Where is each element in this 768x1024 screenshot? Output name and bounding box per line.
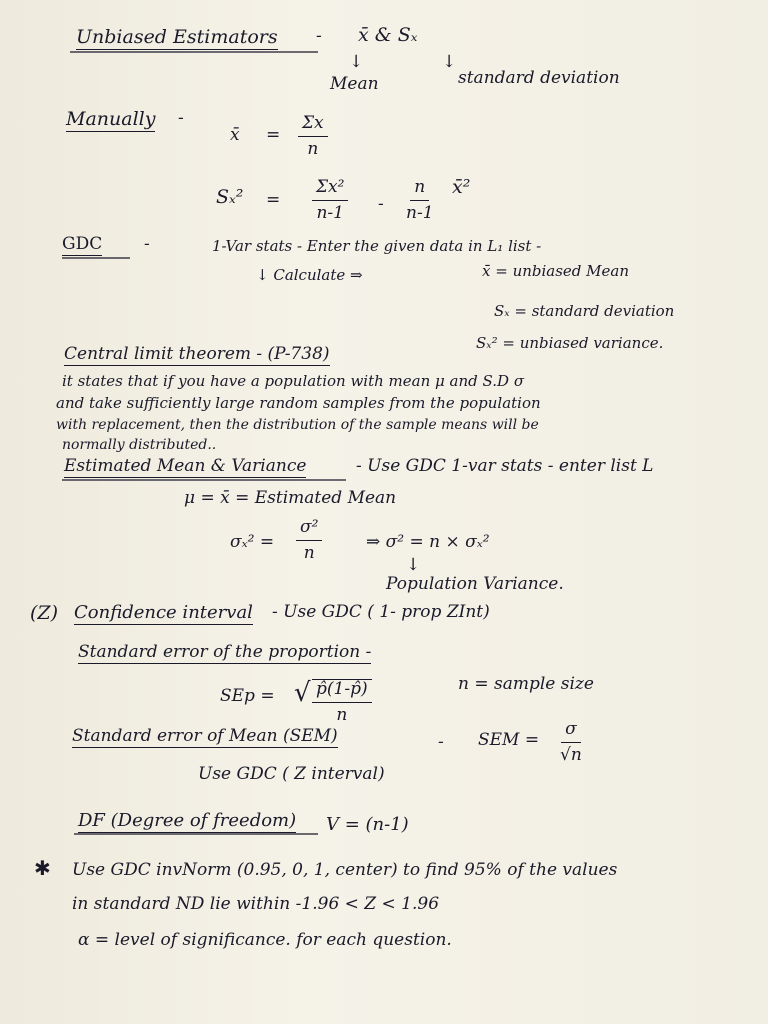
heading-symbols: x̄ & Sₓ	[358, 24, 418, 46]
estimated-title: Estimated Mean & Variance	[64, 456, 307, 476]
star-icon: ✱	[34, 856, 51, 880]
manually-dash: -	[178, 108, 184, 128]
equals: =	[266, 190, 281, 210]
sigma-denominator: n	[303, 542, 315, 563]
clt-line4: normally distributed..	[62, 437, 217, 453]
sep-lhs: SEp =	[220, 686, 275, 706]
arrow-down-icon: ↓	[349, 52, 364, 72]
ci-prefix: (Z)	[30, 602, 59, 624]
sep-title: Standard error of the proportion -	[78, 642, 372, 662]
mean-lhs: x̄	[230, 125, 240, 145]
equals: =	[266, 125, 281, 145]
mean-label: Mean	[330, 74, 379, 94]
variance-numerator: Σx²	[312, 178, 348, 201]
ci-title: Confidence interval	[74, 602, 253, 623]
ci-rest: - Use GDC ( 1- prop ZInt)	[272, 602, 490, 622]
variance-lhs: Sₓ²	[216, 186, 244, 208]
population-variance-label: Population Variance.	[386, 574, 564, 594]
n-denominator: n-1	[406, 202, 434, 223]
arrow-down-icon: ↓	[406, 555, 421, 575]
clt-title: Central limit theorem - (P-738)	[64, 344, 330, 364]
sep-denominator: n	[336, 704, 348, 725]
gdc-line2: ↓ Calculate ⇒	[256, 266, 363, 284]
gdc-dash: -	[144, 234, 150, 254]
gdc-result-mean: x̄ = unbiased Mean	[482, 262, 630, 280]
sem-denominator: √n	[560, 744, 582, 765]
sem-title: Standard error of Mean (SEM)	[72, 726, 338, 746]
sem-gdc: Use GDC ( Z interval)	[198, 764, 385, 784]
sem-lhs: SEM =	[478, 730, 540, 750]
sep-numerator: p̂(1-p̂)	[312, 680, 372, 703]
df-title: DF (Degree of freedom)	[78, 810, 297, 831]
estimated-rest: - Use GDC 1-var stats - enter list L	[356, 456, 654, 476]
clt-line1: it states that if you have a population with mean μ and S.D σ	[62, 372, 525, 390]
df-rest: V = (n-1)	[326, 814, 409, 835]
minus: -	[378, 194, 384, 214]
sqrt-icon: √	[294, 678, 311, 708]
arrow-down-icon: ↓	[442, 52, 457, 72]
n-numerator: n	[410, 178, 429, 201]
star-line3: α = level of significance. for each question.	[78, 930, 452, 950]
heading-dash: -	[316, 26, 322, 46]
manually-label: Manually	[66, 108, 156, 130]
sem-numerator: σ	[561, 720, 581, 743]
variance-denominator: n-1	[316, 202, 344, 223]
gdc-result-variance: Sₓ² = unbiased variance.	[476, 334, 664, 352]
clt-line2: and take sufficiently large random samples from the population	[56, 394, 541, 412]
xbar-squared: x̄²	[452, 176, 471, 198]
star-line2: in standard ND lie within -1.96 < Z < 1.96	[72, 894, 440, 914]
mean-denominator: n	[307, 138, 319, 159]
mu-line: μ = x̄ = Estimated Mean	[184, 488, 397, 508]
sample-size-note: n = sample size	[458, 674, 594, 694]
heading-title: Unbiased Estimators	[76, 26, 278, 48]
gdc-result-sd: Sₓ = standard deviation	[494, 302, 675, 320]
mean-numerator: Σx	[298, 114, 328, 137]
population-variance-formula: ⇒ σ² = n × σₓ²	[366, 532, 490, 552]
sigma-numerator: σ²	[296, 518, 322, 541]
sigma-lhs: σₓ² =	[230, 532, 275, 552]
star-line1: Use GDC invNorm (0.95, 0, 1, center) to find 95% of the values	[72, 860, 618, 880]
gdc-line1: 1-Var stats - Enter the given data in L₁ list -	[212, 237, 542, 255]
gdc-label: GDC	[62, 234, 103, 254]
sem-dash: -	[438, 732, 444, 752]
clt-line3: with replacement, then the distribution of the sample means will be	[56, 417, 539, 433]
sd-label: standard deviation	[458, 68, 620, 88]
